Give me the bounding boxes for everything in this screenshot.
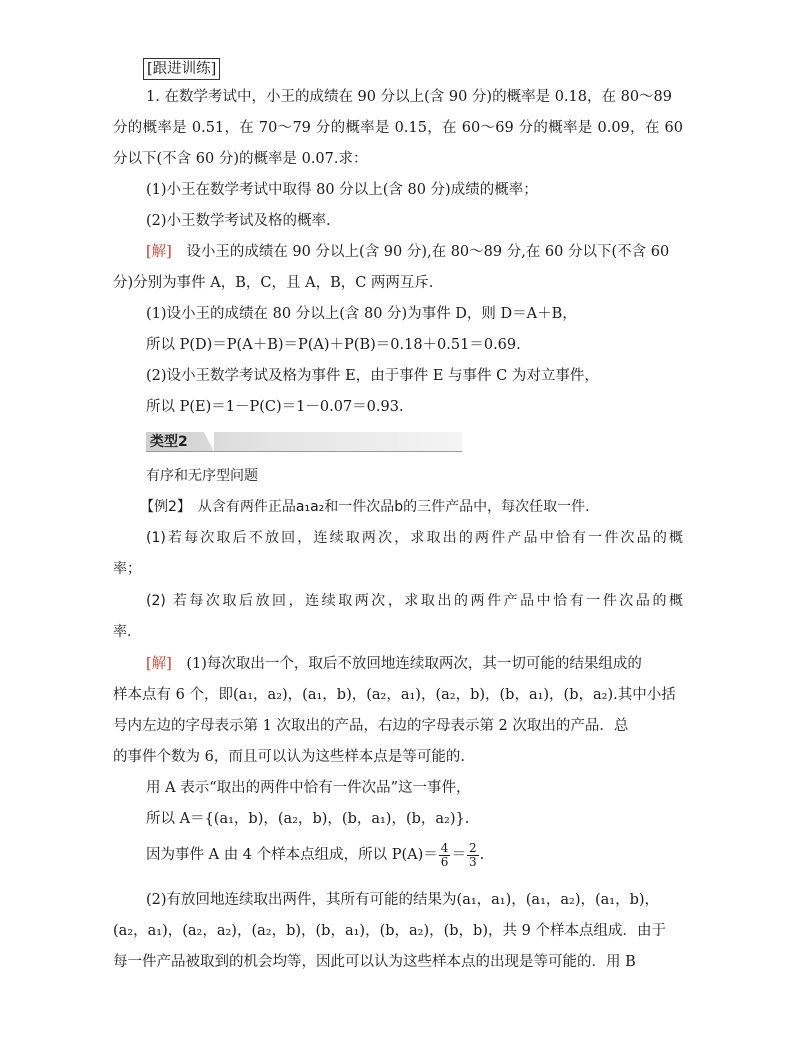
ex1-question-line-3: 分以下(不含 60 分)的概率是 0.07.求： [113,151,368,167]
follow-up-training-label: [跟进训练] [143,58,220,80]
ex1-question-line-2: 分的概率是 0.51，在 70～79 分的概率是 0.15，在 60～69 分的概率是 0.09，在 60 [113,120,683,136]
ex2-solution-line-7 [146,840,683,870]
ex2-solution-line-5: 用 A 表示“取出的两件中恰有一件次品”这一事件， [146,780,471,796]
ex2-question-part-2-line-2: 率. [113,624,132,640]
ex2-question-part-1-line-1: (1)若每次取后不放回，连续取两次，求取出的两件产品中恰有一件次品的概 [146,530,683,546]
ex2-question-line-1: 【例2】 从含有两件正品a₁a₂和一件次品b的三件产品中，每次任取一件. [140,499,590,515]
ex1-question-line-1: 1. 在数学考试中，小王的成绩在 90 分以上(含 90 分)的概率是 0.18，在 80～89 [146,89,672,105]
fraction-numerator: 4 [440,840,449,855]
ex1-question-part-1: (1)小王在数学考试中取得 80 分以上(含 80 分)成绩的概率； [146,182,538,198]
ex2-solution-line-8: (2)有放回地连续取出两件，其所有可能的结果为(a₁，a₁)，(a₁，a₂)，(a₁，b)， [146,892,660,908]
type-section-bar [146,432,462,452]
type-bar-notch [204,432,214,452]
ex2-solution-line-9: (a₂，a₁)，(a₂，a₂)，(a₂，b)，(b，a₁)，(b，a₂)，(b，b)，共 9 个样本点组成．由于 [113,923,666,939]
ex1-solution-line-4: 所以 P(D)＝P(A＋B)＝P(A)＋P(B)＝0.18＋0.51＝0.69. [146,337,521,353]
equals-sign: ＝ [451,847,466,863]
ex2-solution-line-2: 样本点有 6 个，即(a₁，a₂)，(a₁，b)，(a₂，a₁)，(a₂，b)，(b，a₁)，(b，a₂).其中小括 [113,687,676,703]
type-bar-rule [146,451,462,452]
fraction-four-sixths [439,842,451,869]
ex1-question-part-2: (2)小王数学考试及格的概率. [146,213,331,229]
ex1-solution-line-1 [146,241,683,263]
ex2-question-part-1-line-2: 率； [113,561,141,577]
ex2-solution-line-3: 号内左边的字母表示第 1 次取出的产品，右边的字母表示第 2 次取出的产品．总 [113,718,629,734]
section-title: 有序和无序型问题 [146,468,258,484]
solution-tag: [解] [146,656,172,672]
ex2-solution-line-4: 的事件个数为 6，而且可以认为这些样本点是等可能的. [113,749,465,765]
ex2-question-part-2-line-1: (2) 若每次取后放回，连续取两次，求取出的两件产品中恰有一件次品的概 [146,593,683,609]
ex1-solution-line-3: (1)设小王的成绩在 80 分以上(含 80 分)为事件 D，则 D＝A＋B， [146,306,577,322]
ex2-solution-line-10: 每一件产品被取到的机会均等，因此可以认为这些样本点的出现是等可能的．用 B [113,954,636,970]
ex1-solution-text-1: 设小王的成绩在 90 分以上(含 90 分),在 80～89 分,在 60 分以下(不含 60 [171,244,670,260]
ex1-solution-line-2: 分)分别为事件 A，B，C，且 A，B，C 两两互斥. [113,275,434,291]
sentence-end: . [479,847,485,863]
fraction-denominator: 3 [468,854,477,869]
ex2-solution-line-1 [146,653,683,675]
ex1-solution-line-5: (2)设小王数学考试及格为事件 E，由于事件 E 与事件 C 为对立事件， [146,368,599,384]
type-label: 类型2 [150,434,188,450]
fraction-two-thirds [467,842,479,869]
solution-tag: [解] [146,244,172,260]
ex1-solution-line-6: 所以 P(E)＝1－P(C)＝1－0.07＝0.93. [146,399,404,415]
ex2-solution-text-7: 因为事件 A 由 4 个样本点组成，所以 P(A)＝ [146,847,438,863]
ex2-solution-text-1: (1)每次取出一个，取后不放回地连续取两次，其一切可能的结果组成的 [171,656,642,672]
ex2-solution-line-6: 所以 A＝{(a₁，b)，(a₂，b)，(b，a₁)，(b，a₂)}. [146,811,470,827]
fraction-numerator: 2 [468,840,477,855]
fraction-denominator: 6 [440,854,449,869]
